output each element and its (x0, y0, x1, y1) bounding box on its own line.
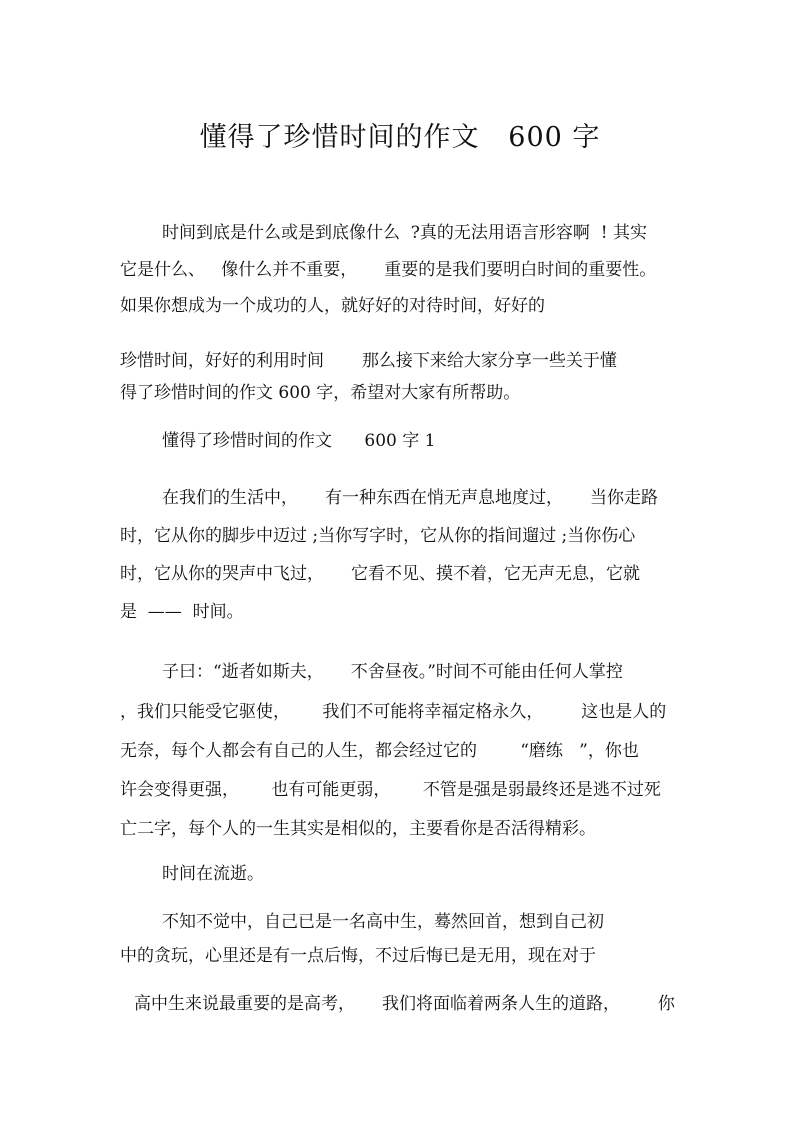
text-line-12: ，我们只能受它驱使， 我们不可能将幸福定格永久， 这也是人的 (120, 702, 667, 722)
text-line-11: 子曰：“逝者如斯夫， 不舍昼夜。”时间不可能由任何人掌控 (162, 662, 623, 682)
text-line-8: 时，它从你的脚步中迈过 ;当你写字时，它从你的指间遛过 ;当你伤心 (120, 526, 636, 546)
text-line-14: 许会变得更强， 也有可能更弱， 不管是强是弱最终还是逃不过死 (120, 780, 661, 800)
text-line-17: 不知不觉中，自己已是一名高中生，蓦然回首，想到自己初 (162, 912, 604, 932)
text-line-13: 无奈，每个人都会有自己的人生，都会经过它的 “磨练 ”，你也 (120, 741, 639, 761)
text-line-19: 高中生来说最重要的是高考， 我们将面临着两条人生的道路， 你 (134, 994, 675, 1014)
text-line-16: 时间在流逝。 (162, 864, 264, 884)
text-line-4: 珍惜时间，好好的利用时间 那么接下来给大家分享一些关于懂 (120, 351, 617, 371)
text-line-9: 时，它从你的哭声中飞过， 它看不见、摸不着，它无声无息，它就 (120, 564, 641, 584)
document-title: 懂得了珍惜时间的作文 600 字 (199, 122, 601, 153)
text-line-10: 是 —— 时间。 (120, 602, 244, 622)
text-line-15: 亡二字，每个人的一生其实是相似的，主要看你是否活得精彩。 (120, 819, 596, 839)
text-line-18: 中的贪玩，心里还是有一点后悔，不过后悔已是无用，现在对于 (120, 946, 596, 966)
text-line-1: 时间到底是什么或是到底像什么 ?真的无法用语言形容啊 ! 其实 (162, 223, 647, 243)
text-line-3: 如果你想成为一个成功的人，就好好的对待时间，好好的 (120, 296, 545, 316)
text-line-2: 它是什么、 像什么并不重要， 重要的是我们要明白时间的重要性。 (120, 260, 657, 280)
text-line-5: 得了珍惜时间的作文 600 字，希望对大家有所帮助。 (120, 383, 521, 403)
section-heading: 懂得了珍惜时间的作文 600 字 1 (162, 431, 436, 451)
text-line-7: 在我们的生活中， 有一种东西在悄无声息地度过， 当你走路 (162, 488, 659, 508)
